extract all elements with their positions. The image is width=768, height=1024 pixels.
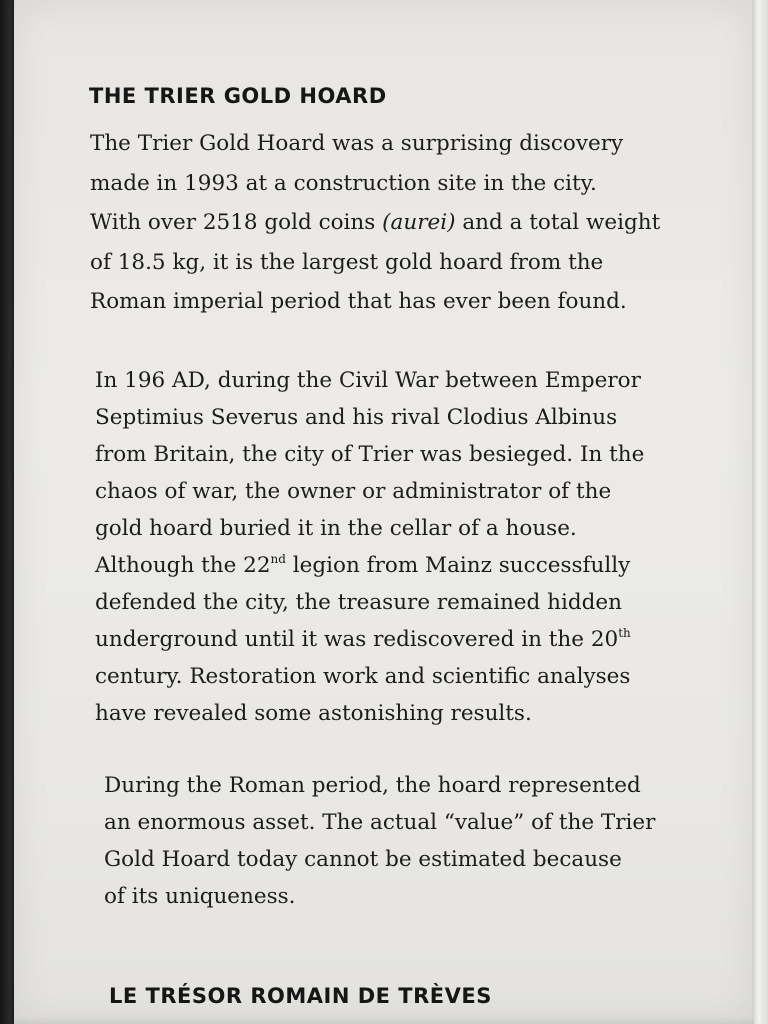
heading-english: THE TRIER GOLD HOARD [89,84,387,108]
text-line: chaos of war, the owner or administrator of the [95,479,612,504]
text-line: an enormous asset. The actual “value” of the Trier [104,810,656,835]
text-line-with-italic [90,203,660,243]
heading-french: LE TRÉSOR ROMAIN DE TRÈVES [109,984,492,1008]
ordinal-superscript: nd [270,552,286,566]
text-line: of its uniqueness. [104,884,296,909]
text-line-with-superscript [95,621,644,658]
paragraph-1 [90,124,660,322]
paragraph-3 [104,767,655,915]
text-run: underground until it was rediscovered in the 20 [95,627,619,652]
text-line: from Britain, the city of Trier was besieged. In the [95,442,645,467]
text-run: legion from Mainz successfully [285,553,631,578]
italic-term: (aurei) [382,210,456,235]
text-line-with-superscript [95,547,644,584]
text-line: defended the city, the treasure remained hidden [95,590,622,615]
text-line: have revealed some astonishing results. [95,701,532,726]
text-line: century. Restoration work and scientific analyses [95,664,631,689]
ordinal-superscript: th [618,626,631,640]
text-line: of 18.5 kg, it is the largest gold hoard from the [90,249,604,275]
text-line: Gold Hoard today cannot be estimated because [104,847,622,872]
text-line: gold hoard buried it in the cellar of a house. [95,516,577,541]
text-run: and a total weight [455,210,661,235]
text-line: Roman imperial period that has ever been found. [90,289,627,314]
text-line: During the Roman period, the hoard represented [104,773,641,798]
text-line: Septimius Severus and his rival Clodius Albinus [95,405,618,430]
paragraph-2 [95,362,644,732]
text-run: Although the 22 [95,553,271,578]
text-line: The Trier Gold Hoard was a surprising discovery [90,131,624,156]
text-line: made in 1993 at a construction site in the city. [90,170,597,196]
bottom-shadow [14,1016,754,1024]
text-line: In 196 AD, during the Civil War between Emperor [95,368,641,393]
text-run: With over 2518 gold coins [90,210,383,235]
panel-edge [752,0,768,1024]
